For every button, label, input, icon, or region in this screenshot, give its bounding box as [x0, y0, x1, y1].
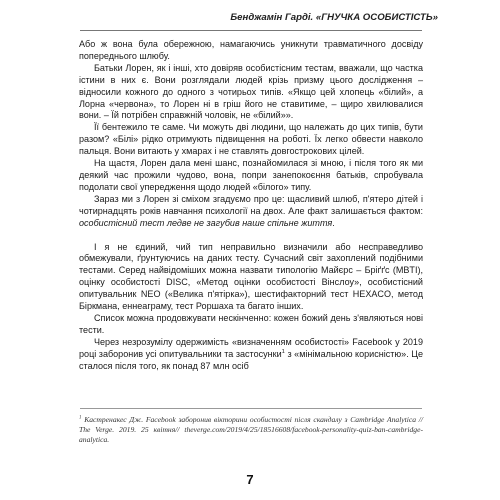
paragraph-7: Список можна продовжувати нескінченно: кожен божий день з'являються нові тести. — [79, 312, 423, 335]
paragraph-5: Зараз ми з Лорен зі сміхом згадуємо про це: щасливий шлюб, п'ятеро дітей і чотирнадцять років навчання психології на двох. Але факт залишається фактом: особистісний тест ледве не загубив наше спільне життя. — [79, 193, 423, 228]
emphasis-text: особистісний тест ледве не загубив наше спільне життя — [79, 217, 333, 228]
footnote-text: Кастренакес Дж. Facebook заборонив вікторини особистості після скандалу з Cambridge Analytica // The Verge. 2019. 25 квітня// theverge.com/2019/4/25/18516608/facebook-personality-quiz-ban-cambridge-analytica. — [79, 415, 423, 445]
header-rule — [80, 30, 422, 31]
paragraph-3: Її бентежило те саме. Чи можуть дві людини, що належать до цих типів, бути разом? «Білі» рідко отримують підвищення на роботі. Їх легко обвести навколо пальця. Вони витають у хмарах і не ставлять довгострокових цілей. — [79, 122, 423, 157]
paragraph-8: Через незрозумілу одержимість «визначенням особистості» Facebook у 2019 році заборонив усі опитувальники та застосунки$^1$ з «мінімальною корисністю». Це сталося після того, як понад 87 млн осіб — [79, 336, 423, 371]
footnote-mark: 1 — [79, 415, 82, 421]
paragraph-2: Батьки Лорен, як і інші, хто довіряв особистісним тестам, вважали, що частка істини в них є. Вони розглядали людей крізь призму цього дослідження – відносили кожного до одного з чотирьох типів. «Якщо цей хлопець «білий», а Лорна «червона», то Лорен ні в гріш його не ставитиме, – щиро хвилювалися вони. – Їй потрібен справжній чоловік, не «білий»». — [79, 62, 423, 121]
page-number: 7 — [246, 472, 254, 487]
main-text — [79, 39, 423, 372]
footnote — [79, 415, 423, 446]
paragraph-6: І я не єдиний, чий тип неправильно визначили або несправедливо обмежували, ґрунтуючись на даних тесту. Сучасний світ захоплений подібними тестами. Серед найвідоміших можна назвати типологію Майєрс – Бріґґс (MBTI), оцінку особистості DISC, «Метод оцінки особистості Вінслоу», особистісний опитувальник NEO («Велика п'ятірка»), шестифакторний тест HEXACO, метод Біркмана, еннеаграму, тест Роршаха та багато інших. — [79, 241, 423, 312]
footnote-rule — [80, 408, 422, 409]
paragraph-1: Або ж вона була обережною, намагаючись уникнути травматичного досвіду попереднього шлюбу. — [79, 39, 423, 61]
running-header: Бенджамін Гарді. «ГНУЧКА ОСОБИСТІСТЬ» — [230, 12, 438, 23]
paragraph-4: На щастя, Лорен дала мені шанс, познайомилася зі мною, і після того як ми деякий час прожили чудово, вона, попри занепокоєння батьків, спробувала подолати свої упередження щодо людей «білого» типу. — [79, 158, 423, 192]
footnote-ref: 1 — [281, 348, 285, 355]
